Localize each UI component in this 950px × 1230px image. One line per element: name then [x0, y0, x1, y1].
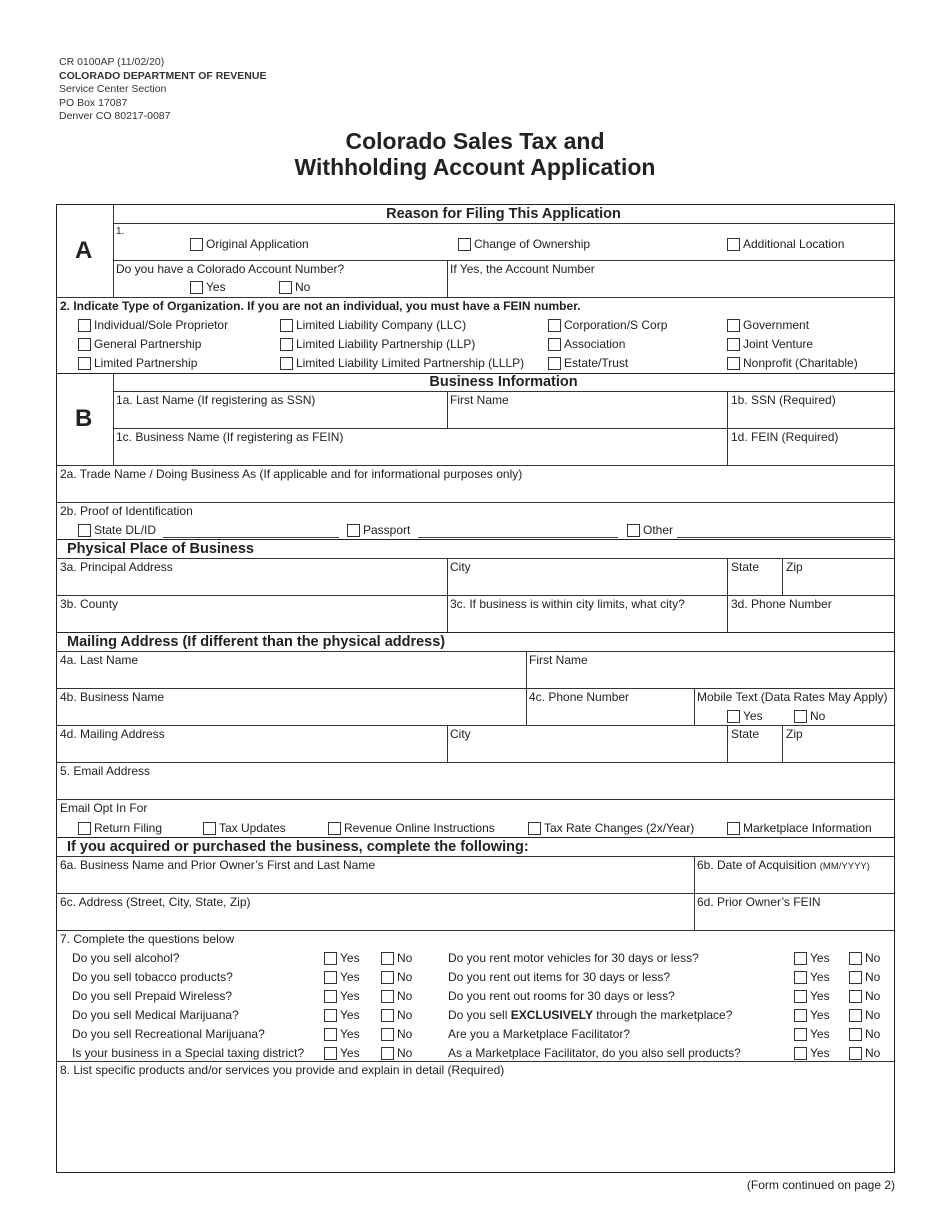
checkbox-label: Limited Liability Limited Partnership (LLLP) — [296, 356, 525, 370]
city-limits-field[interactable]: 3c. If business is within city limits, what city? — [450, 597, 685, 611]
exclusively-emphasis: EXCLUSIVELY — [510, 1008, 593, 1022]
checkbox-box[interactable] — [280, 338, 293, 351]
account-yes-checkbox[interactable] — [190, 280, 226, 294]
checkbox-label: Joint Venture — [743, 337, 814, 351]
checkbox-box[interactable] — [381, 1028, 394, 1041]
business-name-field[interactable]: 1c. Business Name (If registering as FEIN) — [116, 430, 344, 444]
org-limited-partnership-checkbox[interactable] — [78, 356, 197, 370]
checkbox-box[interactable] — [727, 338, 740, 351]
mobile-text-label: Mobile Text (Data Rates May Apply) — [697, 690, 888, 704]
checkbox-label: Government — [743, 318, 810, 332]
checkbox-box[interactable] — [324, 952, 337, 965]
email-address-field[interactable]: 5. Email Address — [60, 764, 151, 778]
acquisition-date-field[interactable] — [697, 858, 870, 874]
org-government-checkbox[interactable] — [727, 318, 809, 332]
checkbox-label: Estate/Trust — [564, 356, 629, 370]
business-info-heading: Business Information — [429, 374, 578, 390]
checkbox-box[interactable] — [78, 357, 91, 370]
department-name: COLORADO DEPARTMENT OF REVENUE — [59, 69, 267, 82]
checkbox-label: Limited Liability Company (LLC) — [296, 318, 467, 332]
alcohol-no-checkbox[interactable] — [381, 951, 412, 965]
question-marketplace-facilitator: Are you a Marketplace Facilitator? — [448, 1027, 631, 1041]
opt-in-marketplace-checkbox[interactable] — [727, 821, 872, 835]
checkbox-label: Additional Location — [743, 237, 845, 251]
exclusively-no-checkbox[interactable] — [849, 1008, 880, 1022]
checkbox-label: No — [865, 1046, 881, 1060]
checkbox-box[interactable] — [78, 822, 91, 835]
other-id-line[interactable] — [677, 537, 891, 538]
account-no-checkbox[interactable] — [279, 280, 310, 294]
physical-zip-field[interactable]: Zip — [786, 560, 803, 574]
trade-name-field[interactable]: 2a. Trade Name / Doing Business As (If applicable and for informational purposes only) — [60, 467, 523, 481]
date-format-hint: (MM/YYYY) — [819, 861, 870, 872]
divider — [57, 893, 895, 894]
checkbox-label: Yes — [810, 1008, 830, 1022]
prepaid-yes-checkbox[interactable] — [324, 989, 360, 1003]
checkbox-label: Corporation/S Corp — [564, 318, 668, 332]
facilitator-yes-checkbox[interactable] — [794, 1027, 830, 1041]
checkbox-box[interactable] — [78, 338, 91, 351]
divider — [57, 558, 895, 559]
checkbox-box[interactable] — [794, 1028, 807, 1041]
checkbox-box[interactable] — [78, 524, 91, 537]
proof-of-id-label: 2b. Proof of Identification — [60, 504, 193, 518]
exclusively-yes-checkbox[interactable] — [794, 1008, 830, 1022]
question-medical-marijuana: Do you sell Medical Marijuana? — [72, 1008, 239, 1022]
checkbox-box[interactable] — [627, 524, 640, 537]
passport-checkbox[interactable] — [347, 523, 410, 537]
mailing-last-name-field[interactable]: 4a. Last Name — [60, 653, 139, 667]
mailing-state-field[interactable]: State — [731, 727, 760, 741]
checkbox-box[interactable] — [324, 1047, 337, 1060]
checkbox-box[interactable] — [279, 281, 292, 294]
divider — [57, 539, 895, 540]
checkbox-label: Yes — [340, 1008, 360, 1022]
prepaid-no-checkbox[interactable] — [381, 989, 412, 1003]
question-facilitator-sells: As a Marketplace Facilitator, do you also sell products? — [448, 1046, 741, 1060]
checkbox-label: Yes — [340, 970, 360, 984]
state-id-line[interactable] — [163, 537, 339, 538]
principal-address-field[interactable]: 3a. Principal Address — [60, 560, 173, 574]
checkbox-box[interactable] — [280, 319, 293, 332]
divider — [57, 762, 895, 763]
checkbox-label: Yes — [743, 709, 763, 723]
checkbox-label: Original Application — [206, 237, 309, 251]
checkbox-box[interactable] — [794, 710, 807, 723]
checkbox-box[interactable] — [794, 1047, 807, 1060]
checkbox-label: Other — [643, 523, 674, 537]
mobile-yes-checkbox[interactable] — [727, 709, 763, 723]
mailing-phone-field[interactable]: 4c. Phone Number — [529, 690, 630, 704]
checkbox-box[interactable] — [727, 319, 740, 332]
checkbox-box[interactable] — [548, 319, 561, 332]
checkbox-box[interactable] — [381, 952, 394, 965]
checkbox-box[interactable] — [381, 1047, 394, 1060]
po-box: PO Box 17087 — [59, 96, 128, 109]
checkbox-label: Yes — [340, 951, 360, 965]
question-sell-exclusively — [448, 1008, 732, 1022]
checkbox-box[interactable] — [381, 1009, 394, 1022]
state-id-checkbox[interactable] — [78, 523, 156, 537]
question-prepaid-wireless: Do you sell Prepaid Wireless? — [72, 989, 233, 1003]
checkbox-label: Marketplace Information — [743, 821, 872, 835]
rent-rooms-no-checkbox[interactable] — [849, 989, 880, 1003]
additional-location-checkbox[interactable] — [727, 237, 844, 251]
checkbox-box[interactable] — [328, 822, 341, 835]
opt-in-tax-rate-changes-checkbox[interactable] — [528, 821, 694, 835]
checkbox-box[interactable] — [794, 971, 807, 984]
checkbox-box[interactable] — [324, 990, 337, 1003]
question-rent-rooms: Do you rent out rooms for 30 days or less? — [448, 989, 675, 1003]
recreational-yes-checkbox[interactable] — [324, 1027, 360, 1041]
checkbox-label: Yes — [340, 1027, 360, 1041]
form-header — [59, 56, 266, 124]
opt-in-tax-updates-checkbox[interactable] — [203, 821, 286, 835]
checkbox-box[interactable] — [190, 238, 203, 251]
checkbox-label: No — [810, 709, 826, 723]
facilitator-sells-yes-checkbox[interactable] — [794, 1046, 830, 1060]
rent-vehicles-yes-checkbox[interactable] — [794, 951, 830, 965]
divider — [57, 297, 895, 298]
org-association-checkbox[interactable] — [548, 337, 625, 351]
city-line: Denver CO 80217-0087 — [59, 110, 171, 122]
checkbox-label: No — [397, 1008, 413, 1022]
physical-state-field[interactable]: State — [731, 560, 760, 574]
checkbox-box[interactable] — [727, 238, 740, 251]
questions-heading: 7. Complete the questions below — [60, 932, 235, 946]
org-joint-venture-checkbox[interactable] — [727, 337, 813, 351]
mailing-address-field[interactable]: 4d. Mailing Address — [60, 727, 165, 741]
checkbox-label: General Partnership — [94, 337, 202, 351]
checkbox-box[interactable] — [548, 357, 561, 370]
checkbox-box[interactable] — [347, 524, 360, 537]
divider — [57, 837, 895, 838]
org-type-heading: 2. Indicate Type of Organization. If you are not an individual, you must have a FEIN number. — [60, 299, 581, 313]
checkbox-label: Nonprofit (Charitable) — [743, 356, 858, 370]
checkbox-label: Yes — [810, 951, 830, 965]
original-application-checkbox[interactable] — [190, 237, 309, 251]
org-llc-checkbox[interactable] — [280, 318, 466, 332]
account-number-question: Do you have a Colorado Account Number? — [116, 262, 345, 276]
reason-heading: Reason for Filing This Application — [386, 206, 621, 222]
title-line-1: Colorado Sales Tax and — [345, 128, 605, 154]
checkbox-box[interactable] — [794, 952, 807, 965]
checkbox-box[interactable] — [190, 281, 203, 294]
prior-fein-field[interactable]: 6d. Prior Owner’s FEIN — [697, 895, 821, 909]
divider — [113, 428, 895, 429]
divider — [57, 1061, 895, 1062]
checkbox-label: Passport — [363, 523, 411, 537]
checkbox-box[interactable] — [727, 357, 740, 370]
checkbox-label: No — [865, 970, 881, 984]
org-general-partnership-checkbox[interactable] — [78, 337, 201, 351]
prior-address-field[interactable]: 6c. Address (Street, City, State, Zip) — [60, 895, 251, 909]
department-section: Service Center Section — [59, 83, 167, 95]
passport-line[interactable] — [418, 537, 618, 538]
checkbox-box[interactable] — [528, 822, 541, 835]
checkbox-box[interactable] — [548, 338, 561, 351]
checkbox-label: Yes — [340, 1046, 360, 1060]
checkbox-label: No — [397, 1027, 413, 1041]
checkbox-box[interactable] — [324, 1028, 337, 1041]
org-individual-checkbox[interactable] — [78, 318, 228, 332]
checkbox-box[interactable] — [203, 822, 216, 835]
mailing-first-name-field[interactable]: First Name — [529, 653, 588, 667]
change-of-ownership-checkbox[interactable] — [458, 237, 590, 251]
physical-phone-field[interactable]: 3d. Phone Number — [731, 597, 832, 611]
medical-no-checkbox[interactable] — [381, 1008, 412, 1022]
physical-heading: Physical Place of Business — [67, 541, 254, 557]
divider — [57, 725, 895, 726]
checkbox-box[interactable] — [849, 952, 862, 965]
checkbox-box[interactable] — [849, 990, 862, 1003]
checkbox-box[interactable] — [381, 990, 394, 1003]
question-prefix: Do you sell — [448, 1008, 508, 1022]
section-a-letter: A — [75, 237, 93, 264]
checkbox-box[interactable] — [794, 1009, 807, 1022]
divider — [57, 465, 895, 466]
application-form — [56, 204, 895, 1173]
checkbox-label: Revenue Online Instructions — [344, 821, 495, 835]
divider — [694, 688, 695, 725]
other-id-checkbox[interactable] — [627, 523, 673, 537]
question-rent-vehicles: Do you rent motor vehicles for 30 days or less? — [448, 951, 699, 965]
county-field[interactable]: 3b. County — [60, 597, 119, 611]
facilitator-sells-no-checkbox[interactable] — [849, 1046, 880, 1060]
checkbox-label: Change of Ownership — [474, 237, 591, 251]
question-recreational-marijuana: Do you sell Recreational Marijuana? — [72, 1027, 265, 1041]
divider — [57, 651, 895, 652]
checkbox-label: Limited Liability Partnership (LLP) — [296, 337, 476, 351]
divider — [57, 688, 895, 689]
checkbox-label: Yes — [810, 989, 830, 1003]
question-alcohol: Do you sell alcohol? — [72, 951, 180, 965]
products-services-field[interactable]: 8. List specific products and/or services you provide and explain in detail (Required) — [60, 1063, 505, 1077]
rent-rooms-yes-checkbox[interactable] — [794, 989, 830, 1003]
title-line-2: Withholding Account Application — [294, 154, 656, 180]
divider — [447, 260, 448, 298]
tobacco-yes-checkbox[interactable] — [324, 970, 360, 984]
checkbox-box[interactable] — [849, 1009, 862, 1022]
special-district-no-checkbox[interactable] — [381, 1046, 412, 1060]
divider — [447, 725, 448, 762]
checkbox-box[interactable] — [458, 238, 471, 251]
checkbox-label: Yes — [810, 1046, 830, 1060]
divider — [113, 391, 895, 392]
acquisition-date-label: 6b. Date of Acquisition — [697, 858, 817, 872]
checkbox-label: No — [865, 1027, 881, 1041]
divider — [57, 502, 895, 503]
checkbox-label: Tax Updates — [219, 821, 286, 835]
mailing-heading: Mailing Address (If different than the physical address) — [67, 634, 446, 650]
checkbox-box[interactable] — [381, 971, 394, 984]
question-suffix: through the marketplace? — [592, 1008, 733, 1022]
first-name-field[interactable]: First Name — [450, 393, 509, 407]
account-number-field[interactable]: If Yes, the Account Number — [450, 262, 595, 276]
checkbox-label: No — [295, 280, 311, 294]
checkbox-label: Yes — [810, 970, 830, 984]
org-nonprofit-checkbox[interactable] — [727, 356, 858, 370]
mailing-business-name-field[interactable]: 4b. Business Name — [60, 690, 165, 704]
divider — [57, 930, 895, 931]
divider — [782, 725, 783, 762]
checkbox-label: No — [865, 951, 881, 965]
tobacco-no-checkbox[interactable] — [381, 970, 412, 984]
mailing-city-field[interactable]: City — [450, 727, 471, 741]
physical-city-field[interactable]: City — [450, 560, 471, 574]
checkbox-label: Individual/Sole Proprietor — [94, 318, 229, 332]
mailing-zip-field[interactable]: Zip — [786, 727, 803, 741]
checkbox-box[interactable] — [78, 319, 91, 332]
section-b-letter: B — [75, 405, 93, 432]
question-tobacco: Do you sell tobacco products? — [72, 970, 233, 984]
opt-in-revenue-online-checkbox[interactable] — [328, 821, 495, 835]
checkbox-box[interactable] — [727, 710, 740, 723]
checkbox-box[interactable] — [324, 1009, 337, 1022]
divider — [113, 260, 895, 261]
email-opt-in-label: Email Opt In For — [60, 801, 148, 815]
divider — [57, 632, 895, 633]
acquired-heading: If you acquired or purchased the business, complete the following: — [67, 839, 529, 855]
form-code: CR 0100AP (11/02/20) — [59, 56, 165, 68]
divider — [113, 223, 895, 224]
checkbox-label: No — [397, 1046, 413, 1060]
item-1-label: 1. — [116, 226, 125, 237]
checkbox-label: Tax Rate Changes (2x/Year) — [544, 821, 695, 835]
checkbox-box[interactable] — [324, 971, 337, 984]
prior-owner-field[interactable]: 6a. Business Name and Prior Owner’s First and Last Name — [60, 858, 376, 872]
checkbox-label: No — [397, 951, 413, 965]
checkbox-label: Yes — [340, 989, 360, 1003]
divider — [727, 725, 728, 762]
checkbox-label: State DL/ID — [94, 523, 157, 537]
fein-field[interactable]: 1d. FEIN (Required) — [731, 430, 839, 444]
checkbox-label: Yes — [810, 1027, 830, 1041]
checkbox-box[interactable] — [280, 357, 293, 370]
recreational-no-checkbox[interactable] — [381, 1027, 412, 1041]
checkbox-label: Association — [564, 337, 626, 351]
divider — [782, 558, 783, 595]
checkbox-box[interactable] — [849, 971, 862, 984]
divider — [57, 856, 895, 857]
opt-in-return-filing-checkbox[interactable] — [78, 821, 162, 835]
checkbox-label: Return Filing — [94, 821, 163, 835]
ssn-field[interactable]: 1b. SSN (Required) — [731, 393, 836, 407]
checkbox-label: Yes — [206, 280, 226, 294]
rent-items-yes-checkbox[interactable] — [794, 970, 830, 984]
rent-vehicles-no-checkbox[interactable] — [849, 951, 880, 965]
divider — [57, 799, 895, 800]
question-rent-items: Do you rent out items for 30 days or less? — [448, 970, 671, 984]
divider — [57, 595, 895, 596]
org-llp-checkbox[interactable] — [280, 337, 475, 351]
checkbox-label: Limited Partnership — [94, 356, 198, 370]
checkbox-box[interactable] — [849, 1028, 862, 1041]
checkbox-label: No — [397, 970, 413, 984]
page-title — [0, 128, 950, 180]
org-corporation-checkbox[interactable] — [548, 318, 667, 332]
question-special-district: Is your business in a Special taxing district? — [72, 1046, 305, 1060]
checkbox-label: No — [865, 1008, 881, 1022]
divider — [447, 391, 448, 428]
last-name-field[interactable]: 1a. Last Name (If registering as SSN) — [116, 393, 316, 407]
checkbox-box[interactable] — [727, 822, 740, 835]
org-estate-trust-checkbox[interactable] — [548, 356, 628, 370]
medical-yes-checkbox[interactable] — [324, 1008, 360, 1022]
alcohol-yes-checkbox[interactable] — [324, 951, 360, 965]
rent-items-no-checkbox[interactable] — [849, 970, 880, 984]
continued-note: (Form continued on page 2) — [746, 1178, 895, 1192]
checkbox-label: No — [397, 989, 413, 1003]
special-district-yes-checkbox[interactable] — [324, 1046, 360, 1060]
mobile-no-checkbox[interactable] — [794, 709, 825, 723]
facilitator-no-checkbox[interactable] — [849, 1027, 880, 1041]
checkbox-box[interactable] — [849, 1047, 862, 1060]
checkbox-box[interactable] — [794, 990, 807, 1003]
checkbox-label: No — [865, 989, 881, 1003]
org-lllp-checkbox[interactable] — [280, 356, 524, 370]
